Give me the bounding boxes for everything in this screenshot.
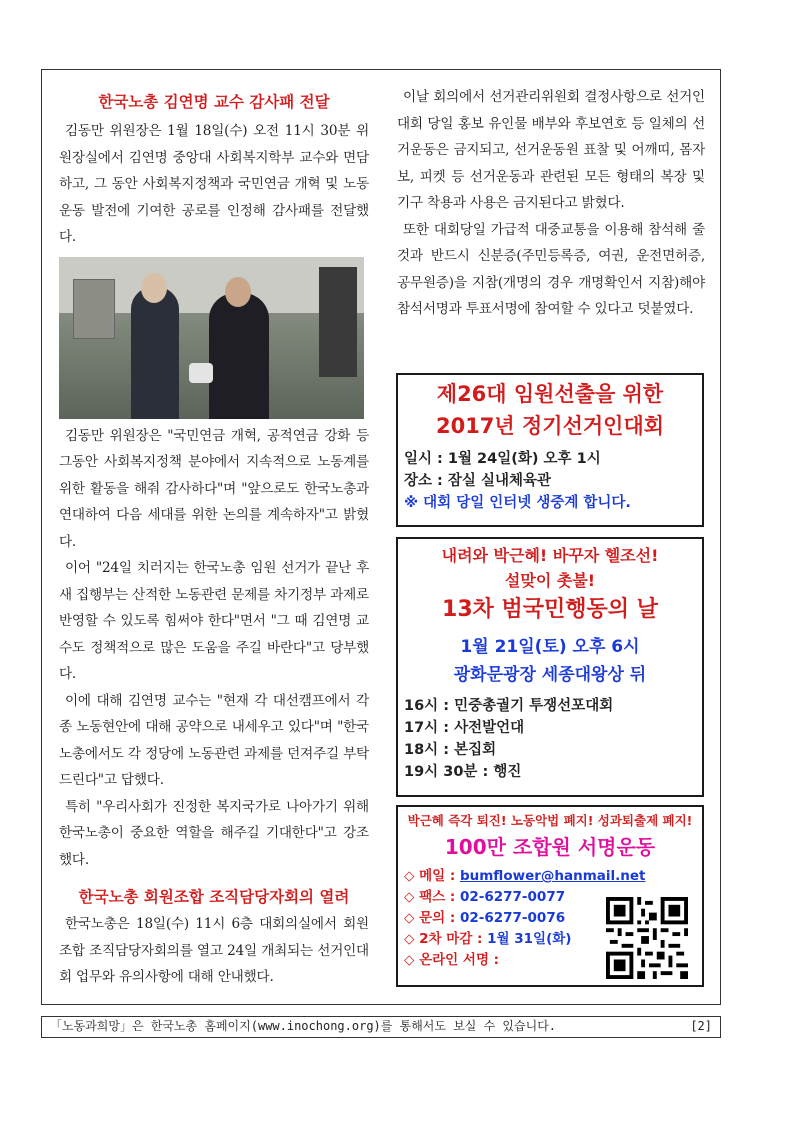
election-notice-box xyxy=(396,373,704,527)
article-paragraph: 또한 대회당일 가급적 대중교통을 이용해 참석해 줄 것과 반드시 신분증(주민등록증, 여권, 운전면허증, 공무원증)을 지참(개명의 경우 개명확인서 지참)해야 참석서명과 투표서명에 참여할 수 있다고 덧붙였다. xyxy=(397,221,705,317)
page-number: [2] xyxy=(690,1019,712,1033)
petition-slogan: 박근혜 즉각 퇴진! 노동악법 폐지! 성과퇴출제 폐지! xyxy=(407,813,693,828)
article-paragraph: 이에 대해 김연명 교수는 "현재 각 대선캠프에서 각종 노동현안에 대해 공약으로 내세우고 있다"며 "한국노총에서도 각 정당에 노동관련 과제를 던져주길 부탁드린다"고 답했다. xyxy=(59,692,369,788)
rally-notice-box xyxy=(396,537,704,797)
rally-schedule-item: 18시 : 본집회 xyxy=(404,742,497,758)
rally-title: 13차 범국민행동의 날 xyxy=(442,597,658,622)
petition-fax-label: ◇ 팩스 : xyxy=(404,889,460,905)
election-broadcast-note: ※ 대회 당일 인터넷 생중계 합니다. xyxy=(404,495,631,511)
election-date: 일시 : 1월 24일(화) 오후 1시 xyxy=(404,451,601,467)
article-title-award: 한국노총 김연명 교수 감사패 전달 xyxy=(98,93,330,111)
petition-title: 100만 조합원 서명운동 xyxy=(444,835,656,859)
rally-schedule-item: 17시 : 사전발언대 xyxy=(404,720,525,736)
qr-code-icon[interactable] xyxy=(606,897,688,979)
election-place: 장소 : 잠실 실내체육관 xyxy=(404,473,552,489)
petition-email-row xyxy=(398,866,702,887)
rally-date: 1월 21일(토) 오후 6시 xyxy=(460,637,640,657)
rally-schedule-item: 16시 : 민중총궐기 투쟁선포대회 xyxy=(404,698,614,714)
petition-deadline-value: 1월 31일(화) xyxy=(487,931,572,947)
article-paragraph: 한국노총은 18일(수) 11시 6층 대회의실에서 회원조합 조직담당자회의를 열고 24일 개최되는 선거인대회 업무와 유의사항에 대해 안내했다. xyxy=(59,916,369,985)
article-paragraph: 이어 "24일 치러지는 한국노총 임원 선거가 끝난 후 새 집행부는 산적한 노동관련 문제를 차기정부 과제로 반영할 수 있도록 힘써야 한다"면서 "그 때 김연명 교수도 정책적으로 많은 도움을 주길 바란다"고 당부했다. xyxy=(59,560,369,682)
petition-fax-value: 02-6277-0077 xyxy=(459,889,566,905)
rally-slogan-1: 내려와 박근혜! 바꾸자 헬조선! xyxy=(441,546,659,565)
article-paragraph: 김동만 위원장은 "국민연금 개혁, 공적연금 강화 등 그동안 사회복지정책 분야에서 지속적으로 노동계를 위한 활동을 해줘 감사하다"며 "앞으로도 한국노총과 연대하여 다음 세대를 위한 논의를 계속하자"고 밝혔다. xyxy=(59,427,369,550)
award-photo xyxy=(59,257,364,419)
left-column xyxy=(59,84,369,991)
article-paragraph: 이날 회의에서 선거관리위원회 결정사항으로 선거인대회 당일 홍보 유인물 배부와 후보연호 등 일체의 선거운동은 금지되고, 선거운동원 표찰 및 어깨띠, 몸자보, 피켓 등 선거운동과 관련된 모든 형태의 복장 및 기구 착용과 사용은 금지된다고 밝혔다. xyxy=(397,89,705,211)
petition-email-label: ◇ 메일 : xyxy=(404,868,460,884)
article-paragraph: 김동만 위원장은 1월 18일(수) 오전 11시 30분 위원장실에서 김연명 중앙대 사회복지학부 교수와 면담하고, 그 동안 사회복지정책과 국민연금 개혁 및 노동운동 발전에 기여한 공로를 인정해 감사패를 전달했다. xyxy=(59,123,369,245)
petition-phone-label: ◇ 문의 : xyxy=(404,910,460,926)
petition-deadline-label: ◇ 2차 마감 : xyxy=(404,931,488,947)
article-paragraph: 특히 "우리사회가 진정한 복지국가로 나아가기 위해 한국노총이 중요한 역할을 해주길 기대한다"고 강조했다. xyxy=(59,798,369,868)
rally-schedule-item: 19시 30분 : 행진 xyxy=(404,764,522,780)
footer-text: 「노동과희망」은 한국노총 홈페이지(www.inochong.org)를 통해서도 보실 수 있습니다. xyxy=(50,1019,557,1033)
election-title-1: 제26대 임원선출을 위한 xyxy=(436,382,664,406)
petition-phone-value: 02-6277-0076 xyxy=(459,910,566,926)
rally-slogan-2: 설맞이 촛불! xyxy=(504,571,596,590)
right-column xyxy=(397,84,705,323)
page-footer xyxy=(41,1016,721,1038)
election-title-2: 2017년 정기선거인대회 xyxy=(435,414,665,438)
rally-place: 광화문광장 세종대왕상 뒤 xyxy=(453,665,647,685)
petition-box xyxy=(396,805,704,987)
petition-email-link[interactable]: bumflower@hanmail.net xyxy=(459,868,646,884)
article-title-meeting: 한국노총 회원조합 조직담당자회의 열려 xyxy=(78,888,350,906)
petition-online-label: ◇ 온라인 서명 : xyxy=(404,952,500,968)
